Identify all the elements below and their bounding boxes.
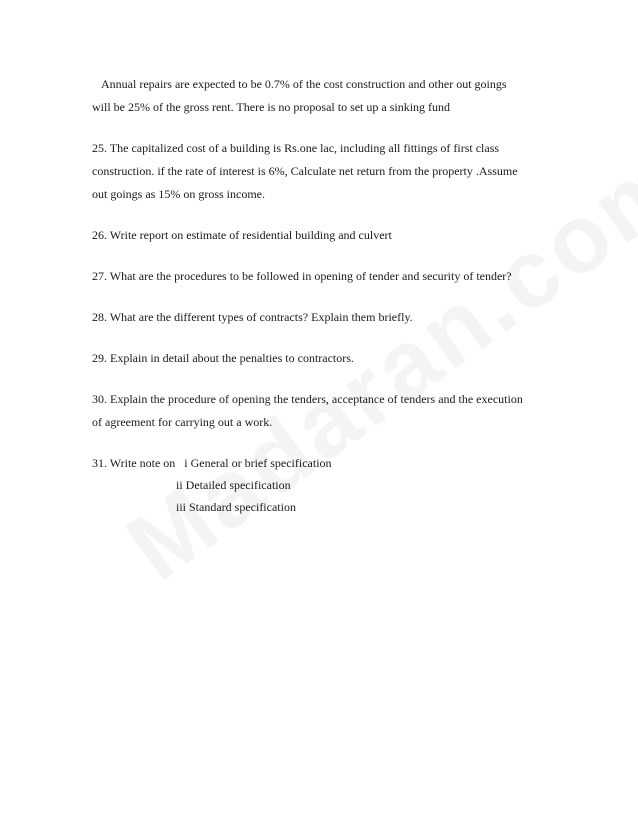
intro-paragraph bbox=[92, 73, 546, 119]
question-28: 28. What are the different types of contracts? Explain them briefly. bbox=[92, 310, 413, 324]
question-29: 29. Explain in detail about the penalties to contractors. bbox=[92, 351, 354, 365]
q30-line-1: 30. Explain the procedure of opening the tenders, acceptance of tenders and the execution bbox=[92, 392, 523, 406]
q31-first-row bbox=[92, 452, 546, 474]
q25-line-1: 25. The capitalized cost of a building is Rs.one lac, including all fittings of first class bbox=[92, 141, 500, 155]
document-content bbox=[92, 73, 546, 518]
question-30 bbox=[92, 388, 546, 434]
q30-line-2: of agreement for carrying out a work. bbox=[92, 415, 273, 429]
intro-line-2: will be 25% of the gross rent. There is no proposal to set up a sinking fund bbox=[92, 100, 451, 114]
question-25 bbox=[92, 137, 546, 206]
q25-line-3: out goings as 15% on gross income. bbox=[92, 187, 265, 201]
q31-item-3: iii Standard specification bbox=[176, 500, 296, 514]
question-26: 26. Write report on estimate of residential building and culvert bbox=[92, 228, 392, 242]
q31-item-2: ii Detailed specification bbox=[176, 478, 291, 492]
question-27: 27. What are the procedures to be followed in opening of tender and security of tender? bbox=[92, 269, 512, 283]
intro-line-1: Annual repairs are expected to be 0.7% of the cost construction and other out goings bbox=[101, 77, 507, 91]
question-31 bbox=[92, 452, 546, 518]
q31-lead: 31. Write note on bbox=[92, 456, 185, 470]
q25-line-2: construction. if the rate of interest is 6%, Calculate net return from the property .Assume bbox=[92, 164, 518, 178]
q31-item-1: i General or brief specification bbox=[184, 456, 332, 470]
